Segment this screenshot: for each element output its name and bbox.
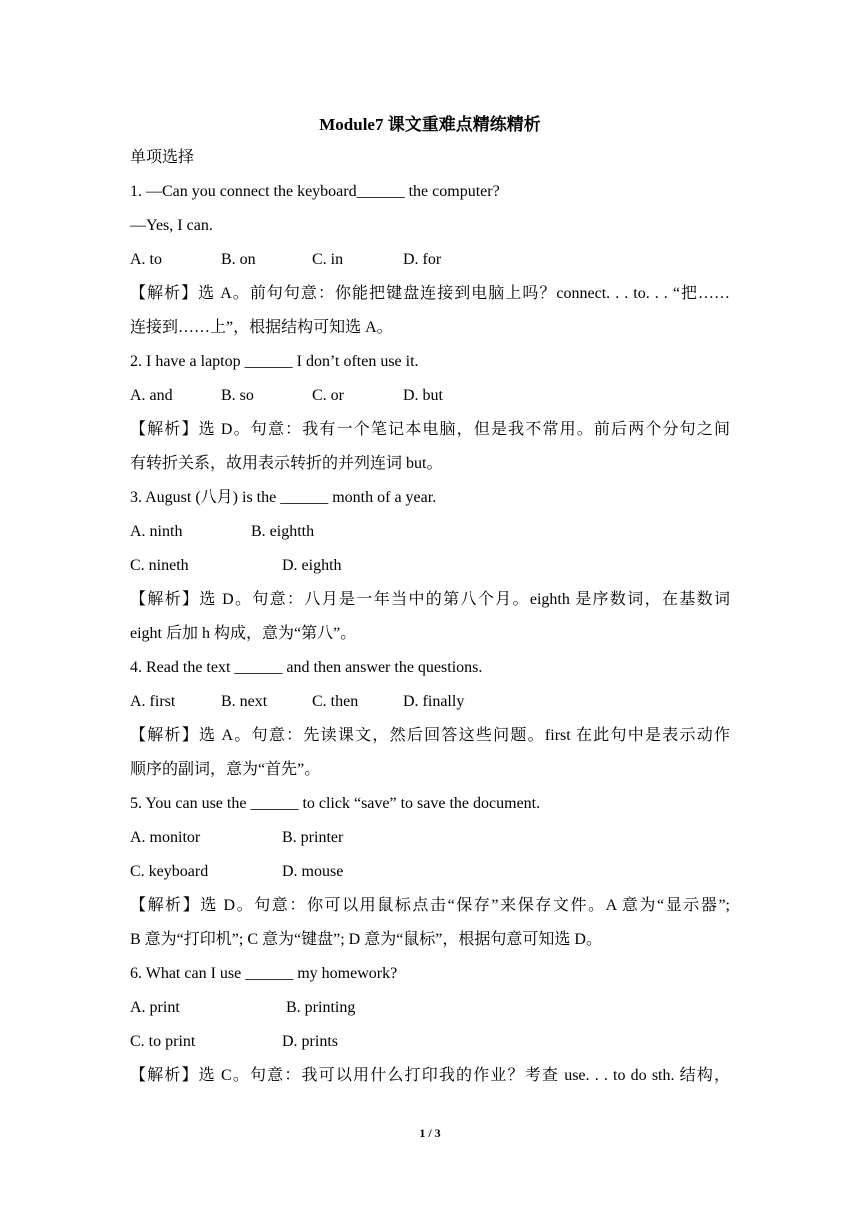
option: D. but	[403, 387, 443, 404]
analysis-text: 【解析】选 D。句意：八月是一年当中的第八个月。eighth 是序数词，在基数词	[130, 591, 730, 608]
analysis-text: 顺序的副词，意为“首先”。	[130, 761, 321, 778]
option: C. to print	[130, 1033, 196, 1050]
options-row	[130, 515, 730, 549]
options-row	[130, 379, 730, 413]
question	[130, 787, 730, 957]
option: B. printer	[282, 829, 344, 846]
analysis-text: 【解析】选 A。前句句意：你能把键盘连接到电脑上吗？connect. . . to. . . “把……	[130, 285, 730, 302]
question	[130, 957, 730, 1093]
question-stem: —Yes, I can.	[130, 217, 213, 234]
analysis-text: 有转折关系，故用表示转折的并列连词 but。	[130, 455, 443, 472]
options-row	[130, 855, 730, 889]
option: A. and	[130, 387, 173, 404]
question-stem: 3. August (八月) is the ______ month of a year.	[130, 489, 437, 506]
options-row	[130, 1025, 730, 1059]
option: C. or	[312, 387, 344, 404]
analysis-text: 连接到……上”，根据结构可知选 A。	[130, 319, 393, 336]
option: A. print	[130, 999, 180, 1016]
section-heading: 单项选择	[130, 149, 195, 166]
option: A. ninth	[130, 523, 183, 540]
options-row	[130, 821, 730, 855]
page-title: Module7 课文重难点精练精析	[319, 115, 541, 134]
option: D. mouse	[282, 863, 344, 880]
option: D. for	[403, 251, 442, 268]
option: C. then	[312, 693, 359, 710]
analysis-text: 【解析】选 C。句意：我可以用什么打印我的作业？考查 use. . . to do sth. 结构，	[130, 1067, 730, 1084]
option: D. prints	[282, 1033, 338, 1050]
option: D. eighth	[282, 557, 342, 574]
content	[130, 141, 730, 1093]
question-stem: 5. You can use the ______ to click “save” to save the document.	[130, 795, 541, 812]
option: B. next	[221, 693, 268, 710]
option: C. keyboard	[130, 863, 209, 880]
question	[130, 175, 730, 345]
options-row	[130, 685, 730, 719]
question-stem: 6. What can I use ______ my homework?	[130, 965, 398, 982]
question	[130, 651, 730, 787]
option: C. in	[312, 251, 344, 268]
question	[130, 481, 730, 651]
question	[130, 345, 730, 481]
analysis-text: eight 后加 h 构成，意为“第八”。	[130, 625, 357, 642]
options-row	[130, 549, 730, 583]
analysis-text: 【解析】选 D。句意：你可以用鼠标点击“保存”来保存文件。A 意为“显示器”;	[130, 897, 730, 914]
analysis-text: 【解析】选 A。句意：先读课文，然后回答这些问题。first 在此句中是表示动作	[130, 727, 730, 744]
option: B. printing	[286, 999, 356, 1016]
option: A. to	[130, 251, 162, 268]
option: A. monitor	[130, 829, 201, 846]
question-stem: 1. —Can you connect the keyboard______ the computer?	[130, 183, 500, 200]
analysis-text: 【解析】选 D。句意：我有一个笔记本电脑，但是我不常用。前后两个分句之间	[130, 421, 730, 438]
option: A. first	[130, 693, 176, 710]
question-stem: 2. I have a laptop ______ I don’t often use it.	[130, 353, 419, 370]
page-number: 1 / 3	[419, 1126, 441, 1140]
options-row	[130, 243, 730, 277]
option: C. nineth	[130, 557, 189, 574]
analysis-text: B 意为“打印机”; C 意为“键盘”; D 意为“鼠标”，根据句意可知选 D。	[130, 931, 602, 948]
option: B. so	[221, 387, 254, 404]
option: B. eightth	[251, 523, 315, 540]
option: B. on	[221, 251, 256, 268]
option: D. finally	[403, 693, 465, 710]
options-row	[130, 991, 730, 1025]
question-stem: 4. Read the text ______ and then answer the questions.	[130, 659, 483, 676]
